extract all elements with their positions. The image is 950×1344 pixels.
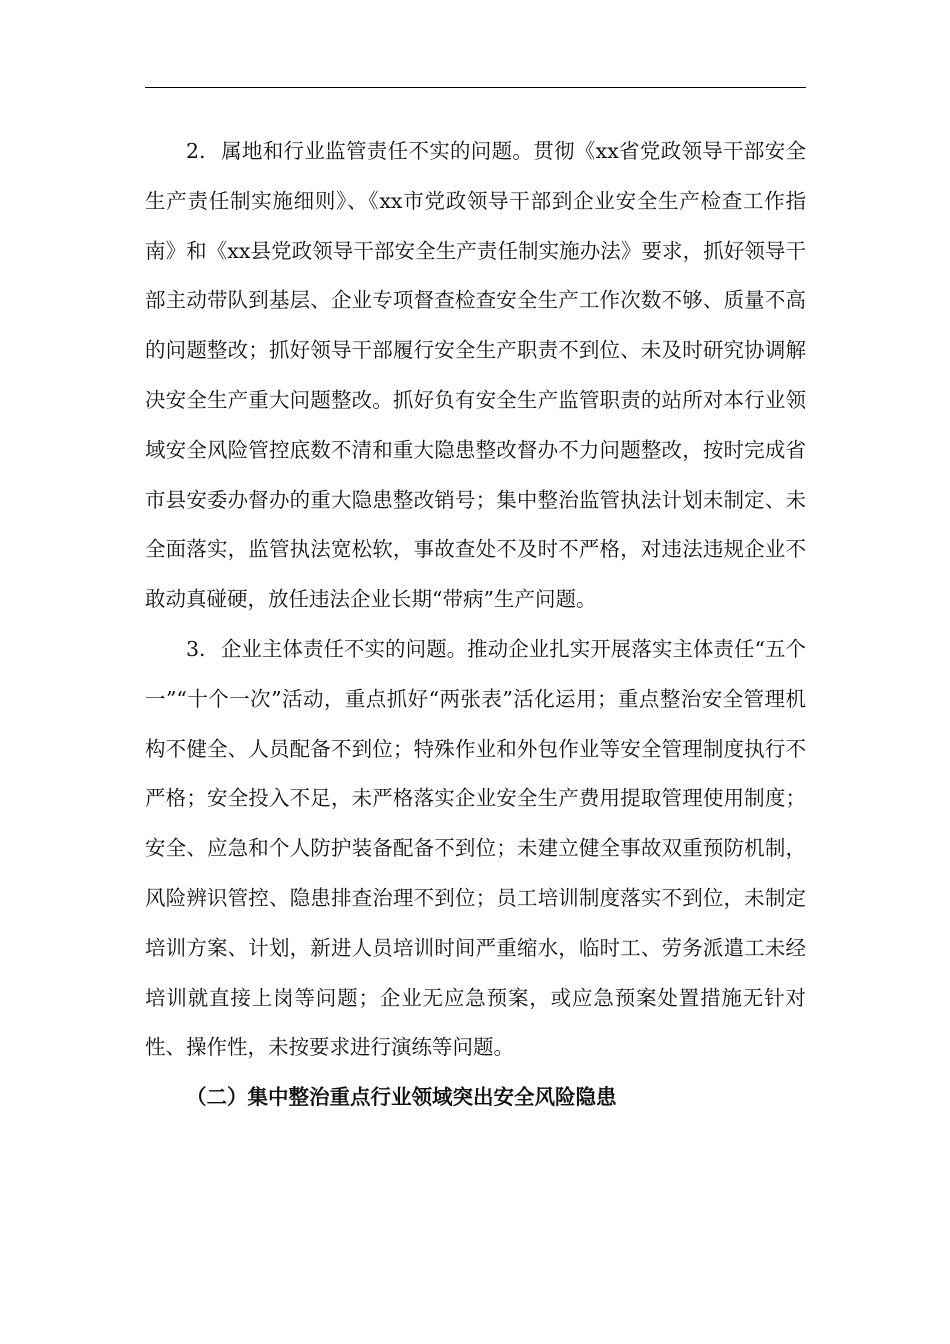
document-body xyxy=(145,127,806,1123)
paragraph-text: 属地和行业监管责任不实的问题。贯彻《xx省党政领导干部安全生产责任制实施细则》、《xx市党政领导干部到企业安全生产检查工作指南》和《xx县党政领导干部安全生产责任制实施办法》要求，抓好领导干部主动带队到基层、企业专项督查检查安全生产工作次数不够、质量不高的问题整改；抓好领导干部履行安全生产职责不到位、未及时研究协调解决安全生产重大问题整改。抓好负有安全生产监管职责的站所对本行业领域安全风险管控底数不清和重大隐患整改督办不力问题整改，按时完成省市县安委办督办的重大隐患整改销号；集中整治监管执法计划未制定、未全面落实，监管执法宽松软，事故查处不及时不严格，对违法违规企业不敢动真碰硬，放任违法企业长期“带病”生产问题。 xyxy=(145,139,806,612)
header-rule xyxy=(145,87,806,88)
section-heading: （二）集中整治重点行业领域突出安全风险隐患 xyxy=(186,1085,617,1110)
paragraph-2 xyxy=(145,127,806,625)
paragraph-number: 3. xyxy=(186,636,206,661)
paragraph-text: 企业主体责任不实的问题。推动企业扎实开展落实主体责任“五个一”“十个一次”活动，重点抓好“两张表”活化运用；重点整治安全管理机构不健全、人员配备不到位；特殊作业和外包作业等安全管理制度执行不严格；安全投入不足，未严格落实企业安全生产费用提取管理使用制度；安全、应急和个人防护装备配备不到位；未建立健全事故双重预防机制，风险辨识管控、隐患排查治理不到位；员工培训制度落实不到位，未制定培训方案、计划，新进人员培训时间严重缩水，临时工、劳务派遣工未经培训就直接上岗等问题；企业无应急预案，或应急预案处置措施无针对性、操作性，未按要求进行演练等问题。 xyxy=(145,636,806,1060)
paragraph-number: 2. xyxy=(186,139,206,163)
paragraph-3 xyxy=(145,625,806,1073)
